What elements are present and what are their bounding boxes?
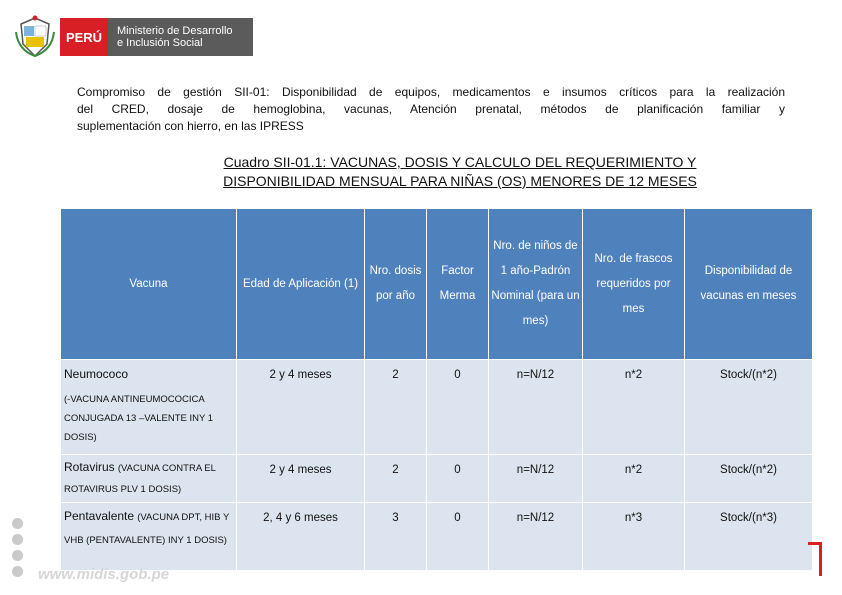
header-edad: Edad de Aplicación (1)	[237, 209, 365, 360]
table-row	[61, 455, 813, 503]
cell-factor: 0	[427, 455, 489, 503]
cell-frascos: n*2	[583, 455, 685, 503]
intro-line-3: suplementación con hierro, en las IPRESS	[77, 119, 304, 133]
vacuna-detail: (VACUNA DPT, HIB Y VHB (PENTAVALENTE) INY 1 DOSIS)	[64, 512, 230, 546]
facebook-icon[interactable]	[12, 518, 23, 529]
cell-ninos: n=N/12	[489, 455, 583, 503]
cell-dosis: 2	[365, 455, 427, 503]
cell-edad: 2 y 4 meses	[237, 455, 365, 503]
cell-vacuna	[61, 455, 237, 503]
cell-ninos: n=N/12	[489, 360, 583, 455]
flickr-icon[interactable]	[12, 566, 23, 577]
table-row	[61, 503, 813, 571]
vacuna-detail: (VACUNA CONTRA EL ROTAVIRUS PLV 1 DOSIS)	[64, 463, 216, 495]
cell-factor: 0	[427, 503, 489, 571]
intro-line-1: Compromiso de gestión SII-01: Disponibilidad de equipos, medicamentos e insumos críticos para la realización	[77, 85, 785, 99]
corner-decoration	[808, 542, 822, 576]
intro-paragraph	[77, 84, 785, 135]
cell-frascos: n*3	[583, 503, 685, 571]
cell-dosis: 2	[365, 360, 427, 455]
cell-edad: 2, 4 y 6 meses	[237, 503, 365, 571]
youtube-icon[interactable]	[12, 550, 23, 561]
cell-disponibilidad: Stock/(n*3)	[685, 503, 813, 571]
table-header-row	[61, 209, 813, 360]
cell-disponibilidad: Stock/(n*2)	[685, 360, 813, 455]
header-disponibilidad: Disponibilidad de vacunas en meses	[685, 209, 813, 360]
table-caption	[190, 153, 730, 191]
cell-edad: 2 y 4 meses	[237, 360, 365, 455]
footer-url[interactable]: www.midis.gob.pe	[38, 566, 170, 583]
header-frascos: Nro. de frascos requeridos por mes	[583, 209, 685, 360]
ministry-line-2: e Inclusión Social	[117, 37, 203, 49]
ministry-name	[108, 18, 253, 56]
cell-disponibilidad: Stock/(n*2)	[685, 455, 813, 503]
cell-ninos: n=N/12	[489, 503, 583, 571]
table-row	[61, 360, 813, 455]
caption-line-1: Cuadro SII-01.1: VACUNAS, DOSIS Y CALCULO DEL REQUERIMIENTO Y	[223, 154, 697, 170]
cell-factor: 0	[427, 360, 489, 455]
vacuna-name: Neumococo	[64, 367, 129, 381]
header-dosis: Nro. dosis por año	[365, 209, 427, 360]
peru-logo-box: PERÚ	[60, 18, 108, 56]
cell-dosis: 3	[365, 503, 427, 571]
cell-frascos: n*2	[583, 360, 685, 455]
vacuna-name: Rotavirus	[64, 460, 115, 474]
cell-vacuna	[61, 503, 237, 571]
ministry-line-1: Ministerio de Desarrollo	[117, 25, 233, 37]
caption-line-2: DISPONIBILIDAD MENSUAL PARA NIÑAS (OS) MENORES DE 12 MESES	[223, 173, 697, 189]
vacuna-name: Pentavalente	[64, 509, 135, 523]
peru-coat-of-arms-icon	[14, 14, 56, 58]
header-vacuna: Vacuna	[61, 209, 237, 360]
intro-line-2: del CRED, dosaje de hemoglobina, vacunas, Atención prenatal, métodos de planificación familiar y	[77, 102, 785, 116]
cell-vacuna	[61, 360, 237, 455]
twitter-icon[interactable]	[12, 534, 23, 545]
header-ninos: Nro. de niños de 1 año-Padrón Nominal (para un mes)	[489, 209, 583, 360]
vaccine-table	[60, 208, 813, 571]
header-factor: Factor Merma	[427, 209, 489, 360]
page-header	[0, 0, 842, 70]
social-icons	[12, 518, 26, 582]
vacuna-detail: (-VACUNA ANTINEUMOCOCICA CONJUGADA 13 –VALENTE INY 1 DOSIS)	[64, 394, 214, 443]
